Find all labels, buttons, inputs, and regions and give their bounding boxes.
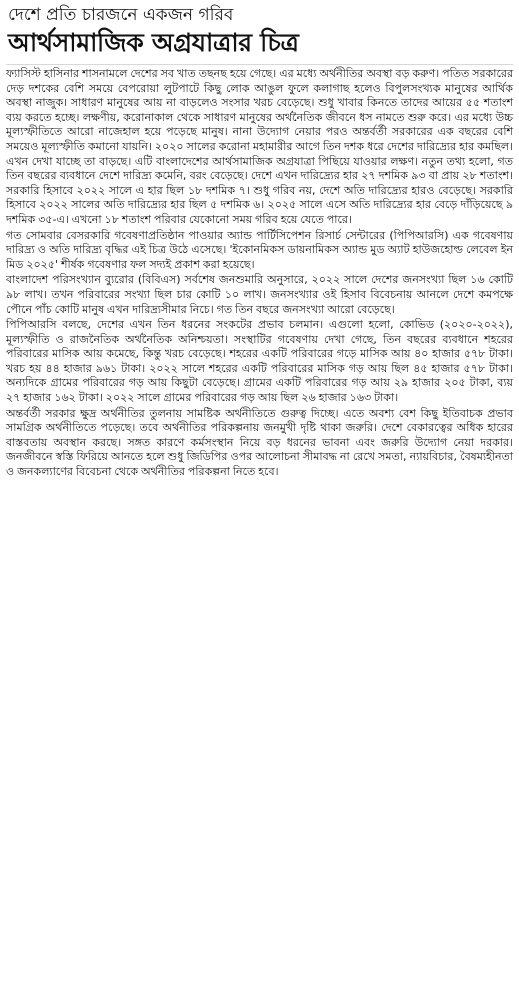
article-headline: আর্থসামাজিক অগ্রযাত্রার চিত্র xyxy=(8,28,299,57)
article-paragraph: বাংলাদেশ পরিসংখ্যান ব্যুরোর (বিবিএস) সর্বশেষ জনশুমারি অনুসারে, ২০২২ সালে দেশের জনসংখ্যা ছিল ১৬ কোটি ৯৮ লাখ। তখন পরিবারের সংখ্যা ছিল চার কোটি ১০ লাখ। জনসংখ্যার ওই হিসাব বিবেচনায় আনলে দেশে কমপক্ষে পৌনে পাঁচ কোটি মানুষ এখন দারিদ্র্যসীমার নিচে। গত তিন বছরে জনসংখ্যা আরো বেড়েছে। xyxy=(6,273,513,316)
article-paragraph: ফ্যাসিস্ট হাসিনার শাসনামলে দেশের সব খাত তছনছ হয়ে গেছে। এর মধ্যে অর্থনীতির অবস্থা বড় করুণ। পতিত সরকারের দেড় দশকের বেশি সময়ে বেপরোয়া লুটপাটে কিছু লোক আঙুল ফুলে কলাগাছ হলেও বিপুলসংখ্যক মানুষের আর্থিক অবস্থা নাজুক। সাধারণ মানুষের আয় না বাড়লেও সংসার খরচ বেড়েছে। শুধু খাবার কিনতে তাদের আয়ের ৫৫ শতাংশ ব্যয় করতে হচ্ছে। লক্ষণীয়, করোনাকাল থেকে সাধারণ মানুষের অর্থনৈতিক জীবনে ধস নামতে শুরু করে। এর মধ্যে উচ্চ মূল্যস্ফীতিতে আরো নাজেহাল হয়ে পড়েছে মানুষ। নানা উদ্যোগ নেয়ার পরও অন্তর্বর্তী সরকারের এক বছরের বেশি সময়েও মূল্যস্ফীতি কমানো যায়নি। ২০২০ সালের করোনা মহামারীর আগে তিন দশক ধরে দেশের দারিদ্র্যের হার কমছিল। এখন দেখা যাচ্ছে তা বাড়ছে। এটি বাংলাদেশের আর্থসামাজিক অগ্রযাত্রা পিছিয়ে যাওয়ার লক্ষণ। নতুন তথ্য হলো, গত তিন বছরের ব্যবধানে দেশে দারিদ্র্য কমেনি, বরং বেড়েছে। দেশে এখন দারিদ্র্যের হার ২৭ দশমিক ৯৩ বা প্রায় ২৮ শতাংশ। সরকারি হিসাবে ২০২২ সালে এ হার ছিল ১৮ দশমিক ৭। শুধু গরিব নয়, দেশে অতি দারিদ্র্যের হারও বেড়েছে। সরকারি হিসাবে ২০২২ সালের অতি দারিদ্র্যের হার ছিল ৫ দশমিক ৬। ২০২৫ সালে এসে অতি দারিদ্র্যের হার বেড়ে দাঁড়িয়েছে ৯ দশমিক ৩৫-এ। এখনো ১৮ শতাংশ পরিবার যেকোনো সময় গরিব হয়ে যেতে পারে। xyxy=(6,64,513,228)
article-kicker: দেশে প্রতি চারজনে একজন গরিব xyxy=(8,5,234,25)
article-paragraph: অন্তর্বর্তী সরকার ক্ষুদ্র অর্থনীতির তুলনায় সামষ্টিক অর্থনীতিতে গুরুত্ব দিচ্ছে। এতে অবশ্য বেশ কিছু ইতিবাচক প্রভাব সামগ্রিক অর্থনীতিতে পড়েছে। তবে অর্থনীতির পরিকল্পনায় জনমুখী দৃষ্টি থাকা জরুরি। দেশে বেকারত্বের অধিক হারের বাস্তবতায় অবস্থান করছে। সঙ্গত কারণে কর্মসংস্থান নিয়ে বড় ধরনের ভাবনা এবং জরুরি উদ্যোগ নেয়া দরকার। জনজীবনে স্বস্তি ফিরিয়ে আনতে হলে শুধু জিডিপির ওপর আলোচনা সীমাবদ্ধ না রেখে সমতা, ন্যায়বিচার, বৈষম্যহীনতা ও জনকল্যাণের বিবেচনা থেকে অর্থনীতির পরিকল্পনা নিতে হবে। xyxy=(6,406,513,479)
article-paragraph: গত সোমবার বেসরকারি গবেষণাপ্রতিষ্ঠান পাওয়ার অ্যান্ড পার্টিসিপেশন রিসার্চ সেন্টারের (পিপিআরসি) এক গবেষণায় দারিদ্র্য ও অতি দারিদ্র্য বৃদ্ধির এই চিত্র উঠে এসেছে। 'ইকোনমিকস ডায়নামিকস অ্যান্ড মুড অ্যাট হাউজহোল্ড লেবেল ইন মিড ২০২৫' শীর্ষক গবেষণার ফল সদ্যই প্রকাশ করা হয়েছে। xyxy=(6,228,513,271)
article-paragraph: পিপিআরসি বলছে, দেশের এখন তিন ধরনের সংকটের প্রভাব চলমান। এগুলো হলো, কোভিড (২০২০-২০২২), মূল্যস্ফীতি ও রাজনৈতিক অর্থনৈতিক অনিশ্চয়তা। সংস্থাটির গবেষণায় দেখা গেছে, তিন বছরের ব্যবধানে শহরের পরিবারের মাসিক আয় কমেছে, কিন্তু খরচ বেড়েছে। শহরের একটি পরিবারের গড়ে মাসিক আয় ৪০ হাজার ৫৭৮ টাকা। খরচ হয় ৪৪ হাজার ৯৬১ টাকা। ২০২২ সালে শহরের একটি পরিবারের মাসিক গড় আয় ছিল ৪৫ হাজার ৫৭৮ টাকা। অন্যদিকে গ্রামের পরিবারের গড় আয় কিছুটা বেড়েছে। গ্রামের একটি পরিবারের গড় আয় ২৯ হাজার ২০৫ টাকা, ব্যয় ২৭ হাজার ১৬২ টাকা। ২০২২ সালে গ্রামের পরিবারের গড় আয় ছিল ২৬ হাজার ১৬৩ টাকা। xyxy=(6,318,513,405)
article-body xyxy=(6,64,513,480)
